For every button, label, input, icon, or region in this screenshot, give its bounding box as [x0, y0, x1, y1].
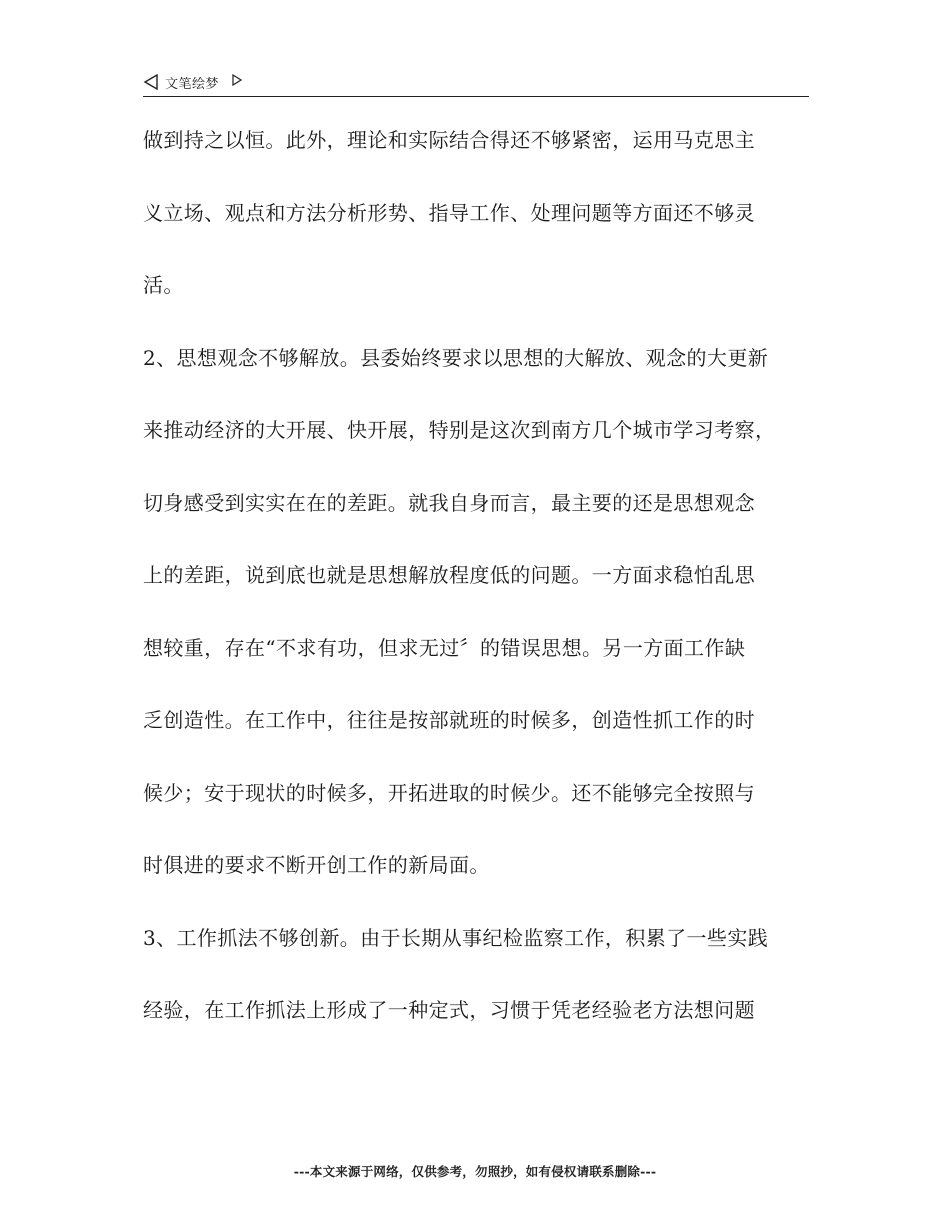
body-line: 经验，在工作抓法上形成了一种定式，习惯于凭老经验老方法想问题: [143, 998, 755, 1022]
body-line: 上的差距，说到底也就是思想解放程度低的问题。一方面求稳怕乱思: [143, 563, 755, 587]
body-line: 想较重，存在“不求有功，但求无过〞的错误思想。另一方面工作缺: [143, 635, 746, 660]
body-line: 3、工作抓法不够创新。由于长期从事纪检监察工作，积累了一些实践: [143, 925, 769, 950]
left-triangle-icon: [143, 74, 159, 90]
body-line: 2、思想观念不够解放。县委始终要求以思想的大解放、观念的大更新: [143, 345, 769, 370]
body-line: 做到持之以恒。此外，理论和实际结合得还不够紧密，运用马克思主: [143, 128, 755, 152]
right-triangle-icon: [232, 74, 242, 86]
header-brand: 文笔绘梦: [165, 77, 220, 92]
body-line: 候少；安于现状的时候多，开拓进取的时候少。还不能够完全按照与: [143, 780, 755, 805]
body-line: 活。: [143, 273, 184, 297]
body-line: 乏创造性。在工作中，往往是按部就班的时候多，创造性抓工作的时: [143, 708, 755, 732]
body-line: 来推动经济的大开展、快开展，特别是这次到南方几个城市学习考察，: [143, 418, 776, 442]
body-line: 义立场、观点和方法分析形势、指导工作、处理问题等方面还不够灵: [143, 200, 755, 225]
document-body: [143, 130, 811, 1020]
page-header: [143, 70, 809, 97]
body-line: 切身感受到实实在在的差距。就我自身而言，最主要的还是思想观念: [143, 490, 755, 515]
page-footer-disclaimer: ---本文来源于网络，仅供参考，勿照抄，如有侵权请联系删除---: [293, 1164, 657, 1179]
body-line: 时俱进的要求不断开创工作的新局面。: [143, 853, 490, 877]
